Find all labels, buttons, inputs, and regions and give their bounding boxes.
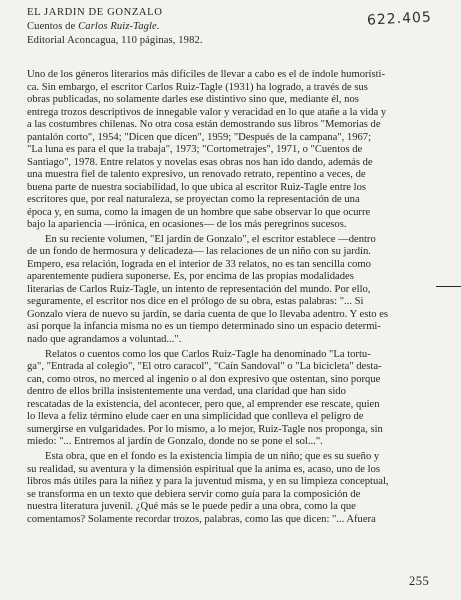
text-line: Esta obra, que en el fondo es la existencia limpia de un niño; que es su sueño y [45, 451, 380, 463]
text-line: obras publicadas, no solamente darles ese distintivo sino que, mediante él, nos [27, 94, 359, 105]
text-line: Gonzalo viera de nuevo su jardín, se daría cuenta de que lo llevaba adentro. Y esto es [27, 308, 389, 320]
text-line: ca. Sin embargo, el escritor Carlos Ruiz-Tagle (1931) ha logrado, a través de sus [27, 81, 368, 93]
text-line: escritores que, por real naturaleza, se proyectan como la representación de una [27, 194, 360, 205]
book-publisher: Editorial Aconcagua, 110 páginas, 1982. [27, 35, 203, 46]
book-subtitle [27, 20, 327, 34]
text-line: buena parte de nuestra sociabilidad, lo que ubica al escritor Ruiz-Tagle entre los [27, 181, 367, 193]
handwritten-note: 622.405 [366, 9, 433, 29]
text-line: "La luna es para el que la trabaja", 1973; "Cortometrajes", 1971, o "Cuentos de [27, 144, 363, 155]
text-line: rescatadas de la existencia, del acontecer, pero que, al emprender ese rescate, quien [27, 398, 380, 410]
text-line: su realidad, su aventura y la dimensión espiritual que la anima es, acaso, uno de los [27, 463, 381, 475]
text-line: se transforma en un texto que debiera servir como guía para la composición de [27, 488, 361, 500]
text-line: Empero, esa relación, lograda en el interior de 33 relatos, no es tan sencilla como [27, 258, 371, 270]
text-line: a las costumbres chilenas. No otra cosa están demostrando sus libros "Memorias de [27, 119, 381, 130]
text-line: Santiago", 1978. Entre relatos y novelas esas obras nos han ido dando, además de [27, 156, 373, 168]
text-line: En su reciente volumen, "El jardín de Gonzalo", el escritor establece —dentro [45, 233, 376, 245]
text-line: entrega trozos descriptivos de innegable valor y veracidad en lo que atañe a la vida y [27, 106, 387, 118]
text-line: sumergirse en vulgaridades. Por lo mismo, a lo mejor, Ruiz-Tagle nos proponga, sin [27, 423, 383, 435]
text-line: libros más útiles para la niñez y para la juventud misma, y en su limpieza conceptual, [27, 476, 389, 488]
text-line: nuestra literatura juvenil. ¿Qué más se le puede pedir a una obra, como la que [27, 501, 356, 513]
text-line: can, como otros, no merced al ingenio o al don expresivo que ostentan, sino porque [27, 373, 381, 385]
text-line: nado que agrandamos a voluntad...". [27, 333, 182, 345]
text-line: aparentemente pudiera suponerse. Es, por encima de las propias modalidades [27, 271, 354, 283]
text-line: pantalón corto", 1954; "Dicen que dicen", 1959; "Después de la campana", 1967; [27, 131, 372, 143]
text-line: seguramente, el escritor nos dice en el prólogo de su obra, estas palabras: "... Si [27, 296, 364, 308]
text-line: literarias de Carlos Ruiz-Tagle, un intento de representación del mundo. Por ello, [27, 283, 371, 295]
subtitle-prefix: Cuentos de [27, 21, 79, 32]
book-title: EL JARDIN DE GONZALO [27, 7, 163, 18]
text-line: de un fondo de hermosura y delicadeza— las relaciones de un niño con su jardín. [27, 246, 371, 258]
page-number: 255 [409, 574, 430, 588]
text-line: ga", "Entrada al colegio", "El otro caracol", "Caín Sandoval" o "La bicicleta" desta- [27, 361, 382, 373]
text-line: así porque la infancia misma no es un tiempo determinado sino un espacio determi- [27, 321, 381, 333]
text-line: época y, en suma, como la imagen de un hombre que sabe observar lo que ocurre [27, 206, 371, 218]
book-header [27, 6, 327, 48]
text-line: lo lleva a feliz término elude caer en una simplicidad que conlleva el peligro de [27, 411, 364, 423]
margin-mark [436, 286, 461, 287]
text-line: una muestra fiel de talento expresivo, un renovado retrato, repentino a veces, de [27, 169, 366, 180]
text-line: dentro de ellos brilla insistentemente una verdad, una claridad que han sido [27, 386, 346, 398]
subtitle-author: Carlos Ruiz-Tagle. [78, 21, 160, 32]
text-line: miedo: "... Entremos al jardín de Gonzalo, donde no se pone el sol...". [27, 436, 323, 448]
text-line: bajo la apariencia —irónica, en ocasiones— de los más peregrinos sucesos. [27, 219, 347, 230]
text-line: Uno de los géneros literarios más difíciles de llevar a cabo es el de índole humorísti- [27, 69, 386, 80]
text-line: comentamos? Solamente recordar trozos, palabras, como las que dicen: "... Afuera [27, 513, 376, 525]
article-body [27, 69, 437, 526]
text-line: Relatos o cuentos como los que Carlos Ruiz-Tagle ha denominado "La tortu- [45, 348, 371, 360]
